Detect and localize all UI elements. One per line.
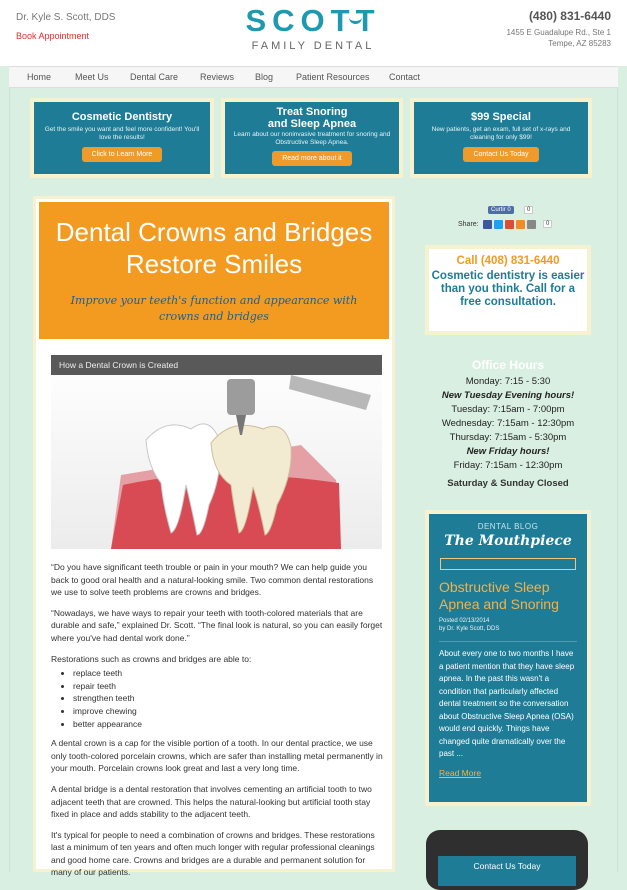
article-body xyxy=(51,561,383,887)
logo-sub-text: FAMILY DENTAL xyxy=(251,40,375,52)
header-phone[interactable]: (480) 831-6440 xyxy=(528,9,611,23)
promo-text: Learn about our noninvasive treatment for snoring and Obstructive Sleep Apnea. xyxy=(233,131,391,146)
blog-label: DENTAL BLOG xyxy=(477,522,539,531)
book-appointment-link[interactable]: Book Appointment xyxy=(16,31,90,41)
nav-blog[interactable]: Blog xyxy=(255,72,274,82)
article-paragraph: A dental crown is a cap for the visible portion of a tooth. In our dental practice, we use only tooth-colored porcelain crowns, which are safer than installing metal permanently in your mouth. Porcelain crowns look great and last a very long time. xyxy=(51,738,383,774)
office-hours xyxy=(415,358,601,491)
list-item: • improve chewing xyxy=(73,705,383,718)
like-count: 0 xyxy=(524,206,533,214)
promo-cosmetic xyxy=(30,98,214,178)
more-share-icon[interactable] xyxy=(516,220,525,229)
share-label: Share: xyxy=(458,221,479,228)
promo-title: $99 Special xyxy=(471,111,531,123)
address-line1: 1455 E Guadalupe Rd., Ste 1 xyxy=(506,28,611,37)
list-item: • strengthen teeth xyxy=(73,692,383,705)
article-title-line1: Dental Crowns and Bridges xyxy=(55,217,373,247)
twitter-icon[interactable] xyxy=(494,220,503,229)
blog-widget xyxy=(425,510,591,806)
google-plus-icon[interactable] xyxy=(505,220,514,229)
doctor-name: Dr. Kyle S. Scott, DDS xyxy=(16,12,116,23)
call-text: Cosmetic dentistry is easier than you think. Call for a free consultation. xyxy=(431,270,585,308)
video-title: How a Dental Crown is Created xyxy=(51,355,382,375)
blog-excerpt: About every one to two months I have a patient mention that they have sleep apnea. In the past this wasn't a condition that particularly affected dental treatment so the conversation about Obstructive Sleep Apnea (OSA) would end quickly. Things have changed quite dramatically over the past ... xyxy=(439,649,575,758)
main-content xyxy=(33,196,395,878)
share-icons xyxy=(483,220,536,229)
hours-line: Thursday: 7:15am - 5:30pm xyxy=(449,432,567,443)
nav-home[interactable]: Home xyxy=(27,72,52,82)
contact-us-button[interactable]: Contact Us Today xyxy=(463,147,538,162)
video-player[interactable] xyxy=(51,355,382,549)
blog-divider xyxy=(439,641,577,642)
nav-dental-care[interactable]: Dental Care xyxy=(130,72,179,82)
article-paragraph: Restorations such as crowns and bridges are able to: xyxy=(51,653,252,664)
list-item: • replace teeth xyxy=(73,667,383,680)
mobile-phone-mockup xyxy=(426,830,588,890)
article-title-line2: Restore Smiles xyxy=(125,249,303,279)
logo-main-text: SCOTT xyxy=(245,3,381,38)
article-paragraph: It's typical for people to need a combination of crowns and bridges. These restorations last a minimum of ten years and often much longer with regular professional cleanings and good home care. Crowns and bridges are a durable and permanent solution for many of our patients. xyxy=(51,829,375,878)
promo-text: Get the smile you want and feel more confident! You'll love the results! xyxy=(44,126,200,141)
call-phone[interactable]: Call (408) 831-6440 xyxy=(456,255,560,267)
dental-crown-illustration xyxy=(51,355,382,549)
promo-special xyxy=(410,98,592,178)
article-paragraph: A dental bridge is a dental restoration that involves cementing an artificial tooth to two adjacent teeth that are crowned. This helps the natural-looking but artificial tooth stay fixed in place and adds stability to the adjacent teeth. xyxy=(51,783,372,820)
hours-line: Tuesday: 7:15am - 7:00pm xyxy=(451,404,565,415)
article-subtitle: Improve your teeth's function and appearance with crowns and bridges xyxy=(70,294,358,323)
promo-title-line2: and Sleep Apnea xyxy=(267,118,357,130)
article-title xyxy=(39,216,389,280)
read-more-button[interactable]: Read more about it xyxy=(272,151,352,166)
header-contact xyxy=(506,9,611,49)
blog-read-more-link[interactable]: Read More xyxy=(439,767,482,778)
promo-text: New patients, get an exam, full set of x-rays and cleaning for only $99! xyxy=(431,126,571,141)
promo-title: Cosmetic Dentistry xyxy=(71,111,173,123)
call-box[interactable] xyxy=(425,245,591,335)
blog-name: The Mouthpiece xyxy=(444,533,572,549)
nav-contact[interactable]: Contact xyxy=(389,72,421,82)
hours-line: Friday: 7:15am - 12:30pm xyxy=(453,460,563,471)
list-item: • better appearance xyxy=(73,718,383,731)
main-nav xyxy=(9,66,618,88)
share-count: 0 xyxy=(543,220,552,228)
blog-post-title[interactable]: Obstructive Sleep Apnea and Snoring xyxy=(439,579,559,612)
site-header xyxy=(0,0,627,66)
promo-title: Treat Snoring xyxy=(276,106,348,118)
article-paragraph: “Nowadays, we have ways to repair your teeth with tooth-colored materials that are durable and safe,” explained Dr. Scott. “The final look is natural, so you can easily forget where you've had dental work done.” xyxy=(51,607,383,643)
site-logo[interactable] xyxy=(218,4,408,52)
nav-reviews[interactable]: Reviews xyxy=(200,72,235,82)
blog-search-input[interactable] xyxy=(440,558,576,570)
hours-line: Wednesday: 7:15am - 12:30pm xyxy=(441,418,575,429)
learn-more-button[interactable]: Click to Learn More xyxy=(82,147,163,162)
list-item: • repair teeth xyxy=(73,680,383,693)
restorations-list xyxy=(73,667,383,730)
email-icon[interactable] xyxy=(527,220,536,229)
hours-line: Monday: 7:15 - 5:30 xyxy=(465,376,551,387)
promo-sleep-apnea xyxy=(221,98,403,178)
nav-meet-us[interactable]: Meet Us xyxy=(75,72,109,82)
article-banner xyxy=(39,202,389,339)
office-hours-title: Office Hours xyxy=(471,358,544,372)
hours-line: New Tuesday Evening hours! xyxy=(441,390,575,401)
hours-line: New Friday hours! xyxy=(466,446,550,457)
hours-line: Saturday & Sunday Closed xyxy=(447,478,569,489)
nav-patient-resources[interactable]: Patient Resources xyxy=(296,72,370,82)
mobile-contact-button[interactable]: Contact Us Today xyxy=(438,856,576,886)
facebook-like-button[interactable]: Curtir 0 xyxy=(488,206,514,214)
blog-posted-date: Posted 02/13/2014 xyxy=(439,618,490,624)
article-paragraph: “Do you have significant teeth trouble or pain in your mouth? We can help guide you back to good oral health and a natural-looking smile. Two common dental restorations we use to solve teeth problems are crowns and bridges. xyxy=(51,562,374,598)
blog-author: by Dr. Kyle Scott, DDS xyxy=(439,626,500,632)
address-line2: Tempe, AZ 85283 xyxy=(548,39,611,48)
facebook-icon[interactable] xyxy=(483,220,492,229)
